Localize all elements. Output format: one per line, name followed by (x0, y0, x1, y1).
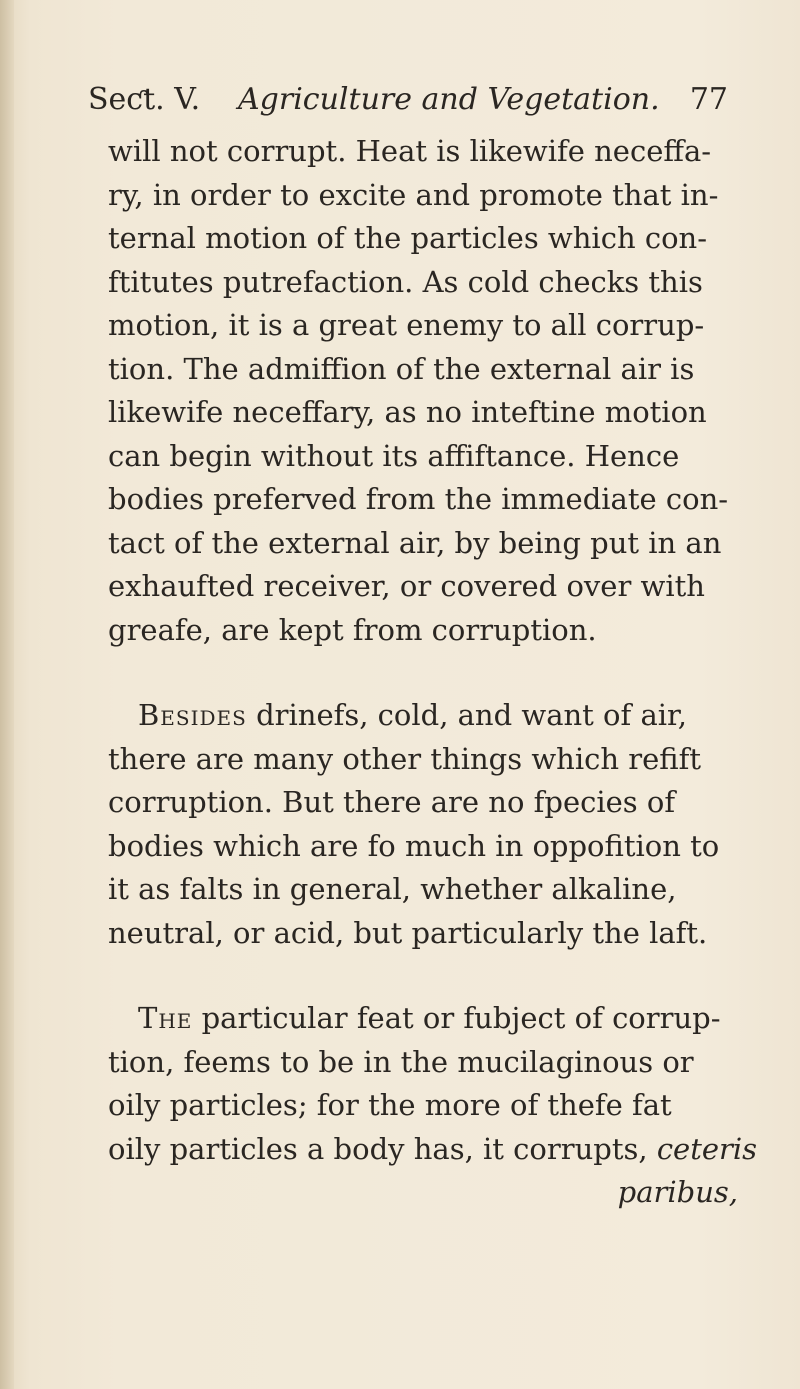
text-line: likewife neceffary, as no inteftine motion (108, 395, 707, 429)
text-line: tion, feems to be in the mucilaginous or (108, 1044, 694, 1079)
text-line: bodies preferved from the immediate con- (108, 482, 729, 516)
text-line: ternal motion of the particles which con- (108, 221, 708, 255)
text-line: tact of the external air, by being put in an (108, 525, 722, 560)
text-run: particular feat or fubject of corrup- (192, 1001, 721, 1035)
text-run: oily particles a body has, it corrupts, (108, 1131, 657, 1166)
italic-term: ceteris (656, 1131, 758, 1166)
text-line: tion. The admiffion of the external air is (108, 351, 695, 386)
page-gutter (0, 0, 14, 1389)
paragraph-1 (108, 130, 738, 652)
paragraph-3 (108, 997, 758, 1215)
text-line (108, 997, 738, 1041)
paragraph-2 (108, 694, 738, 955)
text-line: exhaufted receiver, or covered over with (108, 569, 705, 603)
text-line (108, 1128, 758, 1172)
text-line: ftitutes putrefaction. As cold checks this (108, 264, 703, 299)
page-number: 77 (689, 82, 728, 117)
text-line: bodies which are fo much in oppofition to (108, 828, 720, 863)
text-line: corruption. But there are no fpecies of (108, 785, 676, 819)
running-title: Agriculture and Vegetation. (238, 82, 660, 117)
text-line: will not corrupt. Heat is likewife neceffa- (108, 134, 712, 168)
text-line: oily particles; for the more of thefe fat (108, 1088, 672, 1122)
text-line: ry, in order to excite and promote that in- (108, 177, 719, 212)
text-line: it as falts in general, whether alkaline, (108, 872, 677, 906)
catchword-line: paribus, (617, 1175, 738, 1209)
small-caps-lead: The (138, 1001, 193, 1035)
text-line: can begin without its affiftance. Hence (108, 438, 680, 473)
running-header (88, 78, 728, 122)
text-line: there are many other things which refift (108, 741, 701, 776)
text-line (108, 694, 738, 738)
text-line: greafe, are kept from corruption. (108, 612, 597, 647)
body-text (108, 130, 758, 1215)
small-caps-lead: Besides (138, 698, 247, 732)
text-line: motion, it is a great enemy to all corrup- (108, 308, 705, 342)
text-run: drinefs, cold, and want of air, (246, 698, 687, 732)
section-label: Seƈt. V. (88, 82, 201, 117)
text-line: neutral, or acid, but particularly the laft. (108, 915, 708, 950)
